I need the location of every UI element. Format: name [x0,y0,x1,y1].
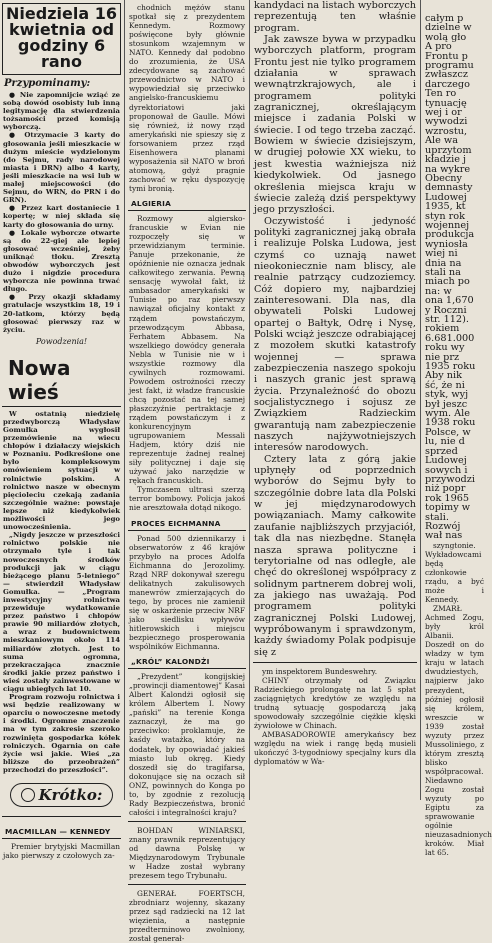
cropped-line: lu, nie d [425,436,465,448]
cropped-line: wzrostu, [425,125,468,137]
cropped-line: 1938 roku [425,417,476,429]
section-body: Rozmowy algiersko-francuskie w Evian nie rozpoczęły się w przewidzianym terminie. Panuje przekonanie, że opóźnienie nie oznacza jednak całkowitego zerwania. Pewną sensację wywołał fakt, iż ambasador amerykański w Tunisie po raz pierwszy nawiązał oficjalny kontakt z rządem powstańczym, przewodzącym Abbasa, Ferhatem Abbasem. Na wszelkiego dowódcy generała Nebla w Tunisie nie w i wszystkie rozmowy dla cywilnych rozmowami. Powodem ostrożności rzeczy jest fakt, iż władze francuskie chcą pozostać na tej samej płaszczyźnie pertraktacje z rządem powstańczym i z konkurencyjnym ugrupowaniem Messali Hadjem, który dziś nie reprezentuje żadnej realnej siły politycznej i daje się używać jako narzędzie w rękach francuskich. [129,213,245,486]
cropped-line: rokiem [425,323,460,335]
cropped-line: topimy w [425,502,471,514]
election-date-box [2,3,121,75]
cropped-line: tynuację [425,97,467,109]
cropped-line: roku wy [425,342,465,354]
cropped-line: Ludowej [425,455,467,467]
section-rule [2,816,121,817]
brief-item: BOHDAN WINIARSKI, znany prawnik reprezentujący od dawna Polskę w Międzynarodowym Trybunale w Hadze został wybrany prezesem tego Trybunału. [129,825,245,881]
cropped-line: wolą gło [425,31,467,43]
brief-item: ym inspektorem Bundeswehry. [262,666,378,676]
section-heading-algeria: ALGIERIA [128,193,246,211]
section-body: Tymczasem ultrasi szerzą terror bombowy. Policja jakoś nie aresztowała dotąd nikogo. [129,485,245,513]
cropped-line: 1935 roku [425,361,476,373]
section-heading: MACMILLAN — KENNEDY [2,821,121,839]
article-title: Nowa wieś [2,350,121,407]
cropped-line: wyniosła [425,238,468,250]
cropped-line: wym. Ale [425,408,470,420]
column-1 [0,0,123,860]
article-paragraph: „Nigdy jeszcze w przeszłości rolnictwo polskie nie otrzymało tyle i tak nowoczesnych środków produkcji jak w ciągu bieżącego planu 5-letniego” — stwierdził Władysław Gomułka. — „Program inwestycyjny rolnictwa przewiduje wydatkowanie przez państwo i chłopów prawie 90 miliardów złotych, a wraz z budownictwem mieszkaniowym około 114 miliardów złotych. Jest to suma ogromna, przekraczająca znacznie środki jakie przez państwo i wieś zostały zainwestowane w ciągu ubiegłych lat 10. [3,531,120,693]
cropped-line: styn rok [425,210,465,222]
column-3 [251,0,419,766]
cropped-line: Frontu p [425,50,468,62]
section-body: Ponad 500 dziennikarzy i obserwatorów z 46 krajów przybyło na proces Adolfa Eichmanna do Jerozolimy. Rząd NRF dokonywał szeregu delikatnych zakulisowych manewrów zmierzających do tego, by proces nie zamienił się w oskarżenie przeciw NRF jako siedlisku wpływów hitlerowskich i miejscu bezpiecznego prosperowania wspólników Eichmanna. [129,533,245,652]
cropped-line: Ale wa [425,135,458,147]
cropped-line: dnia na [425,257,462,269]
cropped-line: programu [425,60,474,72]
cropped-line: na wykre [425,163,471,175]
cropped-line: ona 1,670 [425,295,474,307]
cropped-line: stali. [425,511,449,523]
section-body: „Prezydent” kongijskiej „prowincji diamentowej” Kasai Albert Kalondżi ogłosił się królem Albertem I. Nowy „pański” na terenie Konga zaznaczył, że ma go przeciwko: proklamuje, że kaśdy watażka, który na dodatek, by opowiadać jakieś miasto lub okręg. Kiedy doszedł się do tragifarsa, dokonujące się na oczach sił ONZ, powinnych do Konga po to, by zgodnie z rezolucją Rady Bezpieczeństwa, bronić całości i integralności kraju? [129,672,245,817]
cropped-line: dzielne w [425,22,472,34]
cropped-line: całym p [425,13,464,24]
cropped-line: sprzed [425,445,458,457]
cropped-line: sowych i [425,464,468,476]
cropped-line: uprzytom [425,144,472,156]
cropped-line: Rozwój [425,520,461,532]
section-heading-katanga: „KRÓL” KALONDŻI [128,651,246,669]
main-article-paragraph: Cztery lata z górą jakie upłynęły od poprzednich wyborów do Sejmu były to szczególnie dobre lata dla Polski w jej międzynarodowych powiązaniach. Mamy całkowite zaufanie najbliższych przyjaciół, tak dla nas niezbędne. Stanęła nasza sprawa polityczne i terytorialne od nas odległe, ale chęć do określonej współpracy z solidnym partnerem dobrej woli, za jakiego nas uważają. Pod programem polityki zagranicznej Polski Ludowej, wypróbowanym i sprawdzonym, każdy świadomy Polak podpisuje się z [254,453,416,658]
brief-item: ZMARŁ Achmed Zogu, były król Albanii. Doszedł on do władzy w tym kraju w latach dwudziestych, najpierw jako prezydent, później ogłosił się królem, wreszcie w 1939 został wyzuty przez Mussoliniego, z którym zresztą blisko współpracował. Niedawno Zogu został wyzuty po Egiptu za sprawowanie ogólnie nieuzasadnionych kroków. Miał lat 65. [425,604,492,858]
krotko-logo-mark [21,788,35,802]
cropped-line: miach po [425,276,470,288]
reminder-label: Przypominamy: [4,78,91,89]
column-divider [249,0,250,800]
cropped-line: wej i or [425,107,462,119]
cropped-line: na: w [425,285,452,297]
main-article-top: kandydaci na listach wyborczych reprezentują ten właśnie program. [254,0,416,34]
cropped-line: wywodzi [425,116,468,128]
cropped-line: niż popr [425,483,466,495]
column-4 [422,0,492,858]
cropped-line: Aby nik [425,370,462,382]
cropped-line: darczego [425,78,470,90]
reminder-bullet: ● Przez kart dostaniecie 1 kopertę; w niej składa się karty do głosowania do urny. [3,204,120,229]
krotko-logo [6,778,117,812]
reminder-bullet: ● Otrzymacie 3 karty do głosowania jeśli mieszkacie w dużym mieście wydzielonym (do Sejmu, rady narodowej miasta i DRN) albo 4 karty, jeśli mieszkacie na wsi lub w małej miejscowości (do Sejmu, do WRN, do PRN i do GRN). [3,131,120,205]
cropped-line: stali na [425,266,461,278]
cropped-line: produkcja [425,229,475,241]
cropped-line: był jeszc [425,398,468,410]
cropped-line: wał nas [425,530,463,542]
brief-item: AMBASADOROWIE amerykańscy bez względu na wiek i rangę będą musieli ukończyć 3-tygodniowy specjalny kurs dla dyplomatów w Wa- [254,730,416,767]
cropped-line: Obecny [425,172,463,184]
cropped-line: wiej ni [425,248,458,260]
brief-item: szyngtonie. Wykładowcami będą członkowie rządu, a być może i Kennedy. [425,540,484,605]
cropped-line: nie prz [425,351,460,363]
section-rule [128,821,246,822]
election-date-headline: Niedziela 16 kwietnia od godziny 6 rano [6,4,117,71]
cropped-line: demnasty [425,182,473,194]
cropped-line: Ten ro [425,88,457,100]
section-rule [128,884,246,885]
cropped-line: styk, wyj [425,389,469,401]
cropped-line: przywodzi [425,473,475,485]
section-heading-eichmann: PROCES EICHMANNA [128,513,246,531]
main-article-paragraph: Oczywistość i jedyność polityki zagranicznej jaką obrała i realizuje Polska Ludowa, jest czymś co uznają nawet nieokoniecznie nam bliscy, ale realnie patrzący cudzoziemcy. Cóż dopiero my, najbardziej zainteresowani. Dla nas, dla obywateli Polski Ludowej opartej o Bałtyk, Odrę i Nysę, Polski wciąż jeszcze odrabiającej z mozołem skutki katastrofy wojennej — sprawa zabezpieczenia naszego spokoju i naszych granic jest sprawą życia. Przynależność do obozu socjalistycznego i sojusz ze Związkiem Radzieckim gwarantują nam zabezpieczenie naszych najżywotniejszych interesów narodowych. [254,215,416,454]
cropped-line: kładzie j [425,154,467,166]
column-divider [420,0,421,800]
cropped-line: 1935, kt [425,201,466,213]
reminder-bullet: ● Przy okazji składamy gratulacje wszystkim 18, 19 i 20-latkom, którzy będą głosować pierwszy raz w życiu. [3,293,120,334]
cropped-line: Ludowej [425,191,467,203]
article-paragraph: W ostatnią niedzielę przedwyborczą Władysław Gomułka wygłosił przemówienie na wiecu chłopów i działaczy wiejskich w Poznaniu. Podkreślone one było kompleksowym omówieniem sytuacji w rolnictwie polskim. A rolnictwo nasze w obecnym pięcioleciu czekają zadania szczególnie ważne: powstaje lepsze niż kiedykolwiek możliwości jego unowocześnienia. [3,409,120,532]
cropped-line: wojennej [425,219,470,231]
article-paragraph: Program rozwoju rolnictwa i wsi będzie realizowany w oparciu o nowoczesne metody i środki. Ogromne znaczenie ma w tym zakresie szeroko rozwinięta gospodarka kółek rolniczych. Ogarnia on całe życie wsi jakie. Wieś „za bliższe do przeobrażeń” przechodzi do przeszłości”. [3,693,120,774]
macmillan-continuation: chodnich mężów stanu spotkał się z prezydentem Kennedym. Rozmowy poświęcone były głównie stosunkom wzajemnym w NATO. Kennedy dał podobno do zrozumienia, że USA zdecydowane są zachować przewodnictwo w NATO i wypowiedział się przeciwko angielsko-francuskiemu dyrektoriatowi jaki proponował de Gaulle. Mówi się również, iż nowy rząd amerykański nie spieszy się z forsowaniem przez rząd Eisenhowera planami wyposażenia sił NATO w broń atomową, gdyż pragnie zachować w ręku dyspozycję tymi bronią. [129,3,245,193]
column-divider [124,0,125,800]
cropped-line: 6.681.000 [425,332,475,344]
column-2 [126,0,248,943]
cropped-line: rok 1965 [425,492,470,504]
cropped-line: str. 112). [425,314,469,325]
section-rule [253,662,417,663]
closing-wish: Powodzenia! [35,336,88,346]
cropped-line: ść, że ni [425,379,465,391]
krotko-logo-text: Krótko: [38,786,103,805]
cropped-line: y Roczni [425,304,467,316]
cropped-line: A pro [425,41,452,53]
main-article-paragraph: Jak zawsze bywa w przypadku wyborczych platform, program Frontu jest nie tylko programem działania w sprawach wewnątrzkrajowych, ale i programem polityki zagranicznej, określającym miejsce i zadania Polski w świecie. I od tego trzeba zacząć. Bowiem w świecie dzisiejszym, w drugiej połowie XX wieku, to jest kwestia ważniejsza niż kiedykolwiek. Od jasnego określenia miejsca kraju w świecie zależą dziś perspektywy jego przyszłości. [254,34,416,216]
cropped-line: zwłaszcz [425,69,468,81]
brief-item: CHINY otrzymały od Związku Radzieckiego prolongatę na lat 5 spłat zaciągniętych kredytów ze względu na trudną sytuację gospodarczą jaką spowodowały szczególnie ciężkie klęski żywiołowe w Chinach. [254,675,416,731]
reminder-bullet: ● Lokale wyborcze otwarte są do 22-giej ale lepiej głosować wcześniej, żeby uniknąć tłoku. Zresztą obwodów wyborczych jest dużo i nigdzie procedura wyborcza nie powinna trwać długo. [3,228,120,294]
section-body: Premier brytyjski Macmillan jako pierwszy z czołowych za- [3,842,120,861]
cropped-line: Polsce, w [425,426,471,438]
brief-item: GENERAŁ FOERTSCH, zbrodniarz wojenny, skazany przez sąd radziecki na 12 lat więzienia, a następnie przedterminowo zwolniony, został generał- [129,889,245,943]
cropped-column-text [422,0,487,541]
reminder-bullet: ● Nie zapomnijcie wziąć ze sobą dowód osobisty lub inną legitymację dla stwierdzenia tożsamości przed komisją wyborczą. [3,91,120,132]
